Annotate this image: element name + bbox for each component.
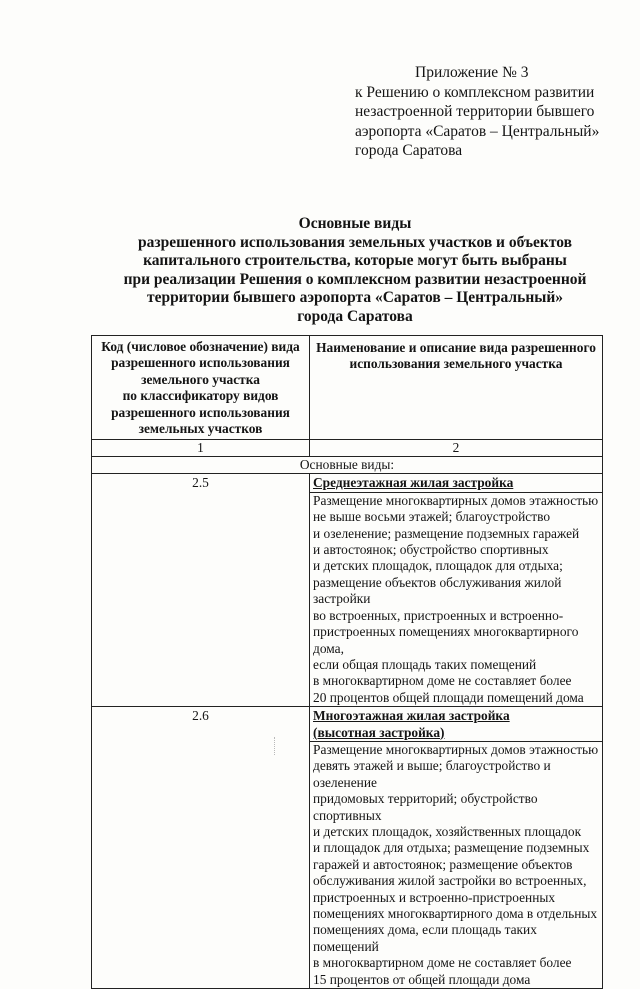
description-line: Размещение многоквартирных домов этажностью [313, 492, 599, 508]
heading-line: территории бывшего аэропорта «Саратов – Центральный» [146, 289, 564, 307]
description-line: гаражей и автостоянок; размещение объектов [313, 856, 573, 872]
table-header-row [92, 336, 603, 440]
header-text: Код (числовое обозначение) вида [101, 339, 300, 354]
appendix-line: к Решению о комплексном развитии [355, 83, 595, 101]
header-text: по классификатору видов [122, 388, 279, 404]
use-code: 2.5 [92, 474, 310, 707]
header-text: разрешенного использования [111, 355, 290, 371]
description-line: в многоквартирном доме не составляет более [313, 673, 572, 689]
section-label: Основные виды: [92, 457, 603, 474]
use-name [310, 707, 603, 742]
use-name-text: (высотная застройка) [313, 724, 445, 740]
description-line: девять этажей и выше; благоустройство и озеленение [313, 758, 551, 790]
appendix-line: незастроенной территории бывшего [355, 103, 595, 120]
appendix-title: Приложение № 3 [415, 64, 529, 81]
use-name [310, 474, 603, 492]
use-code: 2.6 [92, 707, 310, 989]
appendix-line: города Саратова [355, 142, 463, 159]
land-use-table [91, 335, 603, 989]
description-line: и озеленение; размещение подземных гаражей [313, 525, 580, 541]
description-line: и автостоянок; обустройство спортивных [313, 542, 549, 558]
description-line: помещениях многоквартирного дома в отдельных [313, 906, 598, 921]
use-name-text: Многоэтажная жилая застройка [313, 708, 510, 724]
header-text: земельного участка [141, 371, 260, 387]
appendix-reference [355, 63, 620, 161]
table-row [92, 707, 603, 742]
use-description [310, 741, 603, 988]
header-code-cell [92, 336, 310, 440]
description-line: размещение объектов обслуживания жилой застройки [313, 574, 562, 607]
description-line: 15 процентов от общей площади дома [313, 971, 531, 987]
document-heading [95, 215, 615, 327]
description-line: если общая площадь таких помещений [313, 656, 537, 672]
heading-line: капитального строительства, которые могут быть выбраны [143, 252, 567, 270]
heading-line: разрешенного использования земельных участков и объектов [138, 233, 572, 251]
header-text: разрешенного использования [111, 404, 290, 420]
header-text: использования земельного участка [349, 356, 563, 372]
appendix-line: аэропорта «Саратов – Центральный» [355, 122, 600, 140]
header-text: земельных участков [138, 421, 263, 437]
header-description-cell [310, 336, 603, 440]
description-line: обслуживания жилой застройки во встроенных, [313, 873, 587, 889]
heading-line: при реализации Решения о комплексном развитии незастроенной [123, 270, 587, 288]
description-line: 20 процентов общей площади помещений дома [313, 689, 584, 705]
description-line: и площадок для отдыха; размещение подземных [313, 840, 590, 856]
use-name-text: Среднеэтажная жилая застройка [313, 475, 514, 491]
column-number: 2 [310, 440, 603, 457]
description-line: придомовых территорий; обустройство спортивных [313, 791, 538, 823]
column-number-row [92, 440, 603, 457]
heading-line: города Саратова [297, 307, 413, 325]
section-row [92, 457, 603, 474]
description-line: Размещение многоквартирных домов этажностью [313, 741, 599, 757]
header-text: Наименование и описание вида разрешенного [316, 340, 596, 355]
scan-artifact-mark [274, 737, 277, 755]
description-line: пристроенных и встроенно-пристроенных [313, 889, 556, 905]
description-line: и детских площадок, площадок для отдыха; [313, 558, 563, 574]
description-line: не выше восьми этажей; благоустройство [313, 509, 551, 525]
description-line: в многоквартирном доме не составляет более [313, 955, 572, 971]
description-line: во встроенных, пристроенных и встроенно- [313, 607, 564, 623]
description-line: помещениях дома, если площадь таких помещений [313, 922, 537, 954]
description-line: пристроенных помещениях многоквартирного дома, [313, 624, 579, 656]
column-number: 1 [92, 440, 310, 457]
description-line: и детских площадок, хозяйственных площадок [313, 823, 582, 839]
table-row [92, 474, 603, 492]
use-description [310, 492, 603, 706]
heading-line: Основные виды [298, 215, 412, 232]
